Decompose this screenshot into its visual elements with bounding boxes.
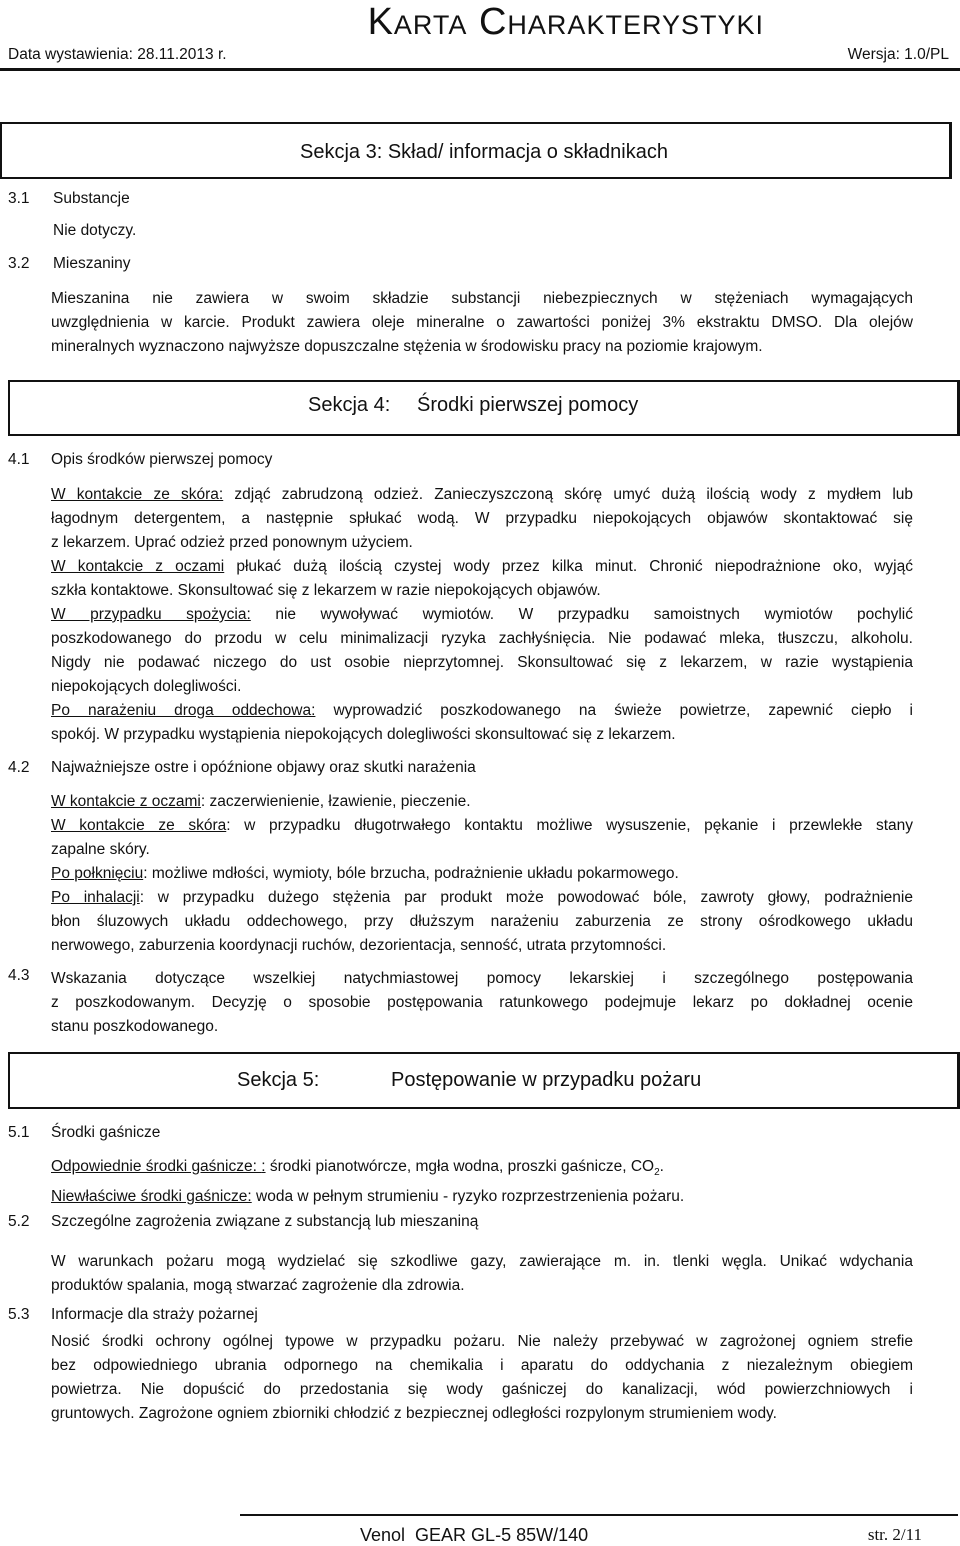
text-line xyxy=(51,814,913,838)
text-line: mineralnych wyznaczono najwyższe dopuszczalne stężenia w środowisku pracy na poziomie krajowym. xyxy=(51,338,763,355)
ingestion-heading: W przypadku spożycia: xyxy=(51,606,251,623)
subscript: 2 xyxy=(654,1167,660,1179)
text-line xyxy=(51,1185,913,1209)
section-5-1-text xyxy=(51,1155,913,1209)
swallow-effects-heading: Po połknięciu xyxy=(51,865,144,882)
section-5-header-box xyxy=(8,1052,960,1109)
text-line xyxy=(51,603,913,627)
text-line: nerwowego, zaburzenia koordynacji ruchów, dezorientacja, senność, utrata przytomności. xyxy=(51,937,667,954)
section-5-1-label: Środki gaśnicze xyxy=(51,1124,161,1141)
version: Wersja: 1.0/PL xyxy=(847,46,949,63)
section-5-3-label: Informacje dla straży pożarnej xyxy=(51,1306,258,1323)
eye-effects-heading: W kontakcie z oczami xyxy=(51,793,201,810)
product-name: Venol GEAR GL-5 85W/140 xyxy=(360,1525,589,1545)
text-line: Nosić środki ochrony ogólnej typowe w przypadku pożaru. Nie należy przebywać w zagrożonej ogniem strefie xyxy=(51,1333,913,1350)
text-fragment: płukać dużą ilością czystej wody przez kilka minut. Chronić niepodrażnione oko, wyjąć xyxy=(224,558,913,575)
section-4-number: Sekcja 4: xyxy=(308,394,391,416)
text-line: z lekarzem. Uprać odzież przed ponownym użyciem. xyxy=(51,534,413,551)
section-3-header-box xyxy=(0,122,952,179)
header-divider xyxy=(0,68,960,71)
text-line: uwzględnienia w karcie. Produkt zawiera oleje mineralne o zawartości poniżej 3% ekstraktu DMSO. Dla olejów xyxy=(51,314,913,331)
section-4-2-label: Najważniejsze ostre i opóźnione objawy oraz skutki narażenia xyxy=(51,759,476,776)
section-5-1-number: 5.1 xyxy=(8,1124,30,1141)
section-4-header-box xyxy=(8,380,960,436)
section-5-number: Sekcja 5: xyxy=(237,1069,320,1091)
section-3-2-label: Mieszaniny xyxy=(53,255,131,272)
skin-effects-heading: W kontakcie ze skóra xyxy=(51,817,227,834)
text-fragment: nie wywoływać wymiotów. W przypadku samoistnych wymiotów pochylić xyxy=(250,606,914,623)
document-title: Karta Charakterystyki xyxy=(367,1,764,43)
section-3-1-label: Substancje xyxy=(53,190,130,207)
text-line xyxy=(51,886,913,910)
text-line: szkła kontaktowe. Skonsultować się z lekarzem w razie niepokojących objawów. xyxy=(51,582,601,599)
text-fragment: : w przypadku dużego stężenia par produkt może powodować bóle, zawroty głowy, podrażnienie xyxy=(139,889,913,906)
text-line: bez odpowiedniego ubrania odpornego na chemikalia i aparatu do oddychania z niezależnym obiegiem xyxy=(51,1357,913,1374)
text-fragment: środki pianotwórcze, mgła wodna, proszki gaśnicze, CO xyxy=(265,1158,655,1175)
text-line: Wskazania dotyczące wszelkiej natychmiastowej pomocy lekarskiej i szczególnego postępowania xyxy=(51,970,913,987)
text-fragment: . xyxy=(659,1158,664,1175)
eye-contact-heading: W kontakcie z oczami xyxy=(51,558,225,575)
inhalation-heading: Po narażeniu droga oddechowa: xyxy=(51,702,316,719)
text-line: produktów spalania, mogą stwarzać zagrożenie dla zdrowia. xyxy=(51,1277,465,1294)
text-line: powietrza. Nie dopuścić do przedostania się wody gaśniczej do kanalizacji, wód powierzchniowych i xyxy=(51,1381,913,1398)
section-5-3-number: 5.3 xyxy=(8,1306,30,1323)
text-line xyxy=(51,483,913,507)
text-line: łagodnym detergentem, a następnie spłukać wodą. W przypadku niepokojących objawów skontaktować się xyxy=(51,510,913,527)
footer-divider xyxy=(240,1514,958,1516)
text-line: z poszkodowanym. Decyzję o sposobie postępowania ratunkowego podejmuje lekarz po dokładnej ocenie xyxy=(51,994,913,1011)
text-fragment: : xyxy=(261,1158,266,1175)
section-4-3-text xyxy=(51,967,913,1039)
text-fragment: zdjąć zabrudzoną odzież. Zanieczyszczoną skórę umyć dużą ilością wody z mydłem lub xyxy=(223,486,913,503)
skin-contact-heading: W kontakcie ze skóra: xyxy=(51,486,224,503)
section-5-2-label: Szczególne zagrożenia związane z substancją lub mieszaniną xyxy=(51,1213,479,1230)
text-line: Mieszanina nie zawiera w swoim składzie substancji niebezpiecznych w stężeniach wymagających xyxy=(51,290,913,307)
text-line: błon śluzowych układu oddechowego, przy dłuższym narażeniu zaburzenia ze strony ośrodkowego układu xyxy=(51,913,913,930)
section-4-title: Środki pierwszej pomocy xyxy=(417,394,639,416)
text-line: W warunkach pożaru mogą wydzielać się szkodliwe gazy, zawierające m. in. tlenki węgla. Unikać wdychania xyxy=(51,1253,913,1270)
page-number: str. 2/11 xyxy=(867,1525,922,1544)
section-4-1-label: Opis środków pierwszej pomocy xyxy=(51,451,273,468)
inhalation-effects-heading: Po inhalacji xyxy=(51,889,140,906)
section-3-1-text: Nie dotyczy. xyxy=(53,222,137,239)
issue-date: Data wystawienia: 28.11.2013 r. xyxy=(8,46,227,63)
text-line: zapalne skóry. xyxy=(51,841,150,858)
section-3-1-number: 3.1 xyxy=(8,190,30,207)
section-5-3-text xyxy=(51,1330,913,1426)
section-5-2-text xyxy=(51,1250,913,1298)
text-line: niepokojących dolegliwości. xyxy=(51,678,242,695)
section-5-2-number: 5.2 xyxy=(8,1213,30,1230)
unsuitable-extinguishers-heading: Niewłaściwe środki gaśnicze: xyxy=(51,1188,252,1206)
section-4-3-number: 4.3 xyxy=(8,967,30,984)
text-line xyxy=(51,1155,913,1185)
section-4-1-text xyxy=(51,483,913,747)
section-4-1-number: 4.1 xyxy=(8,451,30,468)
section-4-2-number: 4.2 xyxy=(8,759,30,776)
section-3-2-number: 3.2 xyxy=(8,255,30,272)
text-line: poszkodowanego do przodu w celu minimalizacji ryzyka zachłyśnięcia. Nie podawać mleka, tłuszczu, alkoholu. xyxy=(51,630,913,647)
text-fragment: wyprowadzić poszkodowanego na świeże powietrze, zapewnić ciepło i xyxy=(315,702,913,719)
text-line xyxy=(51,555,913,579)
text-line: Nigdy nie podawać niczego do ust osobie nieprzytomnej. Skonsultować się z lekarzem, w razie wystąpienia xyxy=(51,654,913,671)
text-fragment: : zaczerwienienie, łzawienie, pieczenie. xyxy=(200,793,471,810)
section-4-2-text xyxy=(51,790,913,958)
text-fragment: : możliwe mdłości, wymioty, bóle brzucha, podrażnienie układu pokarmowego. xyxy=(143,865,679,882)
section-3-2-text xyxy=(51,287,913,359)
text-line xyxy=(51,790,913,814)
text-line xyxy=(51,862,913,886)
text-line: gruntowych. Zagrożone ogniem zbiorniki chłodzić z bezpiecznej odległości rozpylonym strumieniem wody. xyxy=(51,1405,777,1422)
section-5-title: Postępowanie w przypadku pożaru xyxy=(391,1069,702,1091)
text-line xyxy=(51,699,913,723)
text-fragment: : w przypadku długotrwałego kontaktu możliwe wysuszenie, pękanie i przewlekłe stany xyxy=(226,817,913,834)
suitable-extinguishers-heading: Odpowiednie środki gaśnicze: xyxy=(51,1158,262,1175)
text-fragment: woda w pełnym strumieniu - ryzyko rozprzestrzenienia pożaru. xyxy=(251,1188,685,1206)
text-line: spokój. W przypadku wystąpienia niepokojących dolegliwości skonsultować się z lekarzem. xyxy=(51,726,676,743)
text-line: stanu poszkodowanego. xyxy=(51,1018,219,1035)
section-3-title: Sekcja 3: Skład/ informacja o składnikach xyxy=(300,141,668,163)
